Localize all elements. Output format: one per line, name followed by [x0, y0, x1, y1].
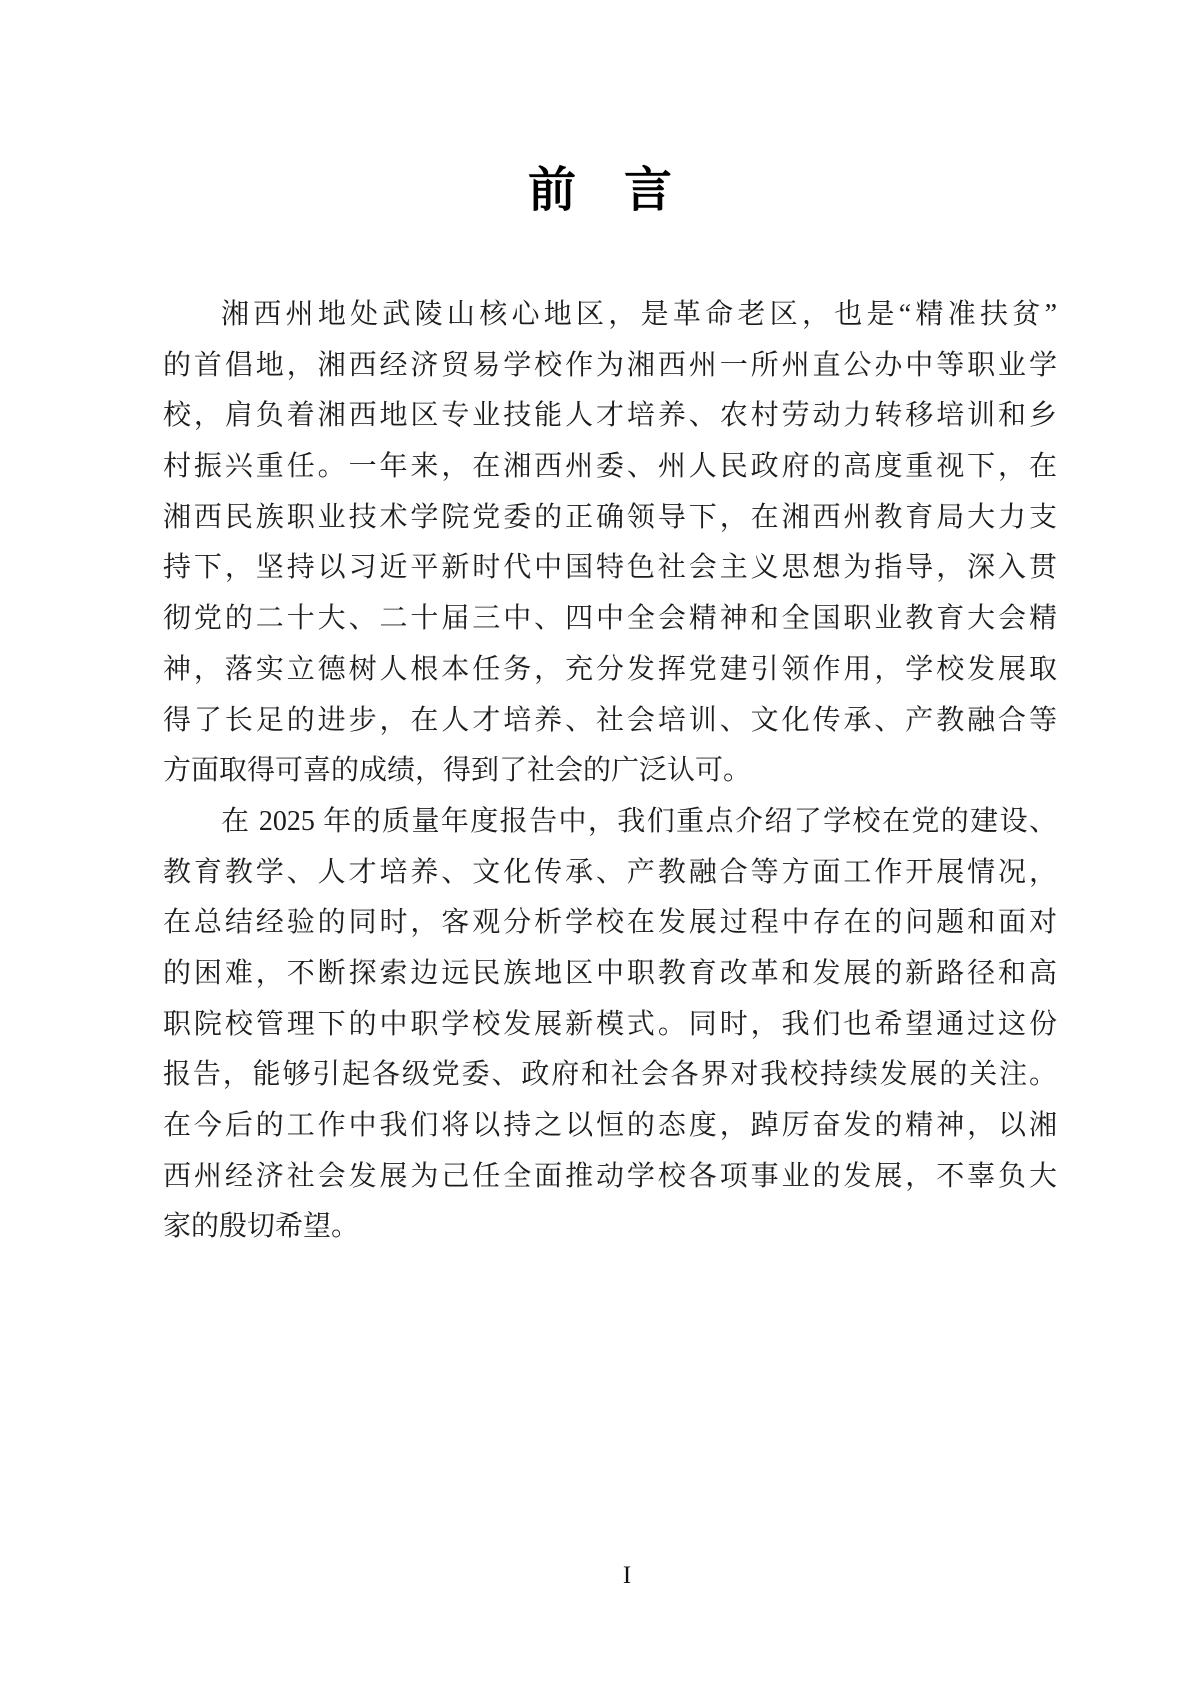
- page-title: 前 言: [527, 164, 672, 217]
- body-text-line: 方面取得可喜的成绩，得到了社会的广泛认可。: [163, 755, 752, 787]
- body-text-line: 湘西州地处武陵山核心地区，是革命老区，也是“精准扶贫”: [221, 299, 1057, 330]
- body-text-line: 的困难，不断探索边远民族地区中职教育改革和发展的新路径和高: [163, 957, 1057, 989]
- body-text-line: 的首倡地，湘西经济贸易学校作为湘西州一所州直公办中等职业学: [163, 349, 1057, 381]
- page-number: I: [622, 1562, 632, 1589]
- body-text-line: 教育教学、人才培养、文化传承、产教融合等方面工作开展情况，: [163, 856, 1057, 888]
- body-text-line: 报告，能够引起各级党委、政府和社会各界对我校持续发展的关注。: [163, 1059, 1057, 1091]
- body-text-line: 村振兴重任。一年来，在湘西州委、州人民政府的高度重视下，在: [163, 451, 1057, 483]
- body-text-line: 校，肩负着湘西地区专业技能人才培养、农村劳动力转移培训和乡: [163, 400, 1057, 432]
- preface-body: [163, 290, 1057, 1253]
- body-text-line: 湘西民族职业技术学院党委的正确领导下，在湘西州教育局大力支: [163, 501, 1057, 533]
- body-text-line: 神，落实立德树人根本任务，充分发挥党建引领作用，学校发展取: [163, 653, 1057, 685]
- body-text-line: 得了长足的进步，在人才培养、社会培训、文化传承、产教融合等: [163, 704, 1057, 736]
- body-text-line: 在 2025 年的质量年度报告中，我们重点介绍了学校在党的建设、: [221, 805, 1057, 837]
- body-text-line: 彻党的二十大、二十届三中、四中全会精神和全国职业教育大会精: [163, 603, 1057, 635]
- body-text-line: 在今后的工作中我们将以持之以恒的态度，踔厉奋发的精神，以湘: [163, 1110, 1057, 1141]
- body-text-line: 在总结经验的同时，客观分析学校在发展过程中存在的问题和面对: [163, 907, 1057, 939]
- body-text-line: 家的殷切希望。: [163, 1211, 360, 1243]
- body-text-line: 职院校管理下的中职学校发展新模式。同时，我们也希望通过这份: [163, 1008, 1057, 1040]
- body-text-line: 西州经济社会发展为己任全面推动学校各项事业的发展，不辜负大: [163, 1160, 1057, 1192]
- body-text-line: 持下，坚持以习近平新时代中国特色社会主义思想为指导，深入贯: [163, 552, 1057, 584]
